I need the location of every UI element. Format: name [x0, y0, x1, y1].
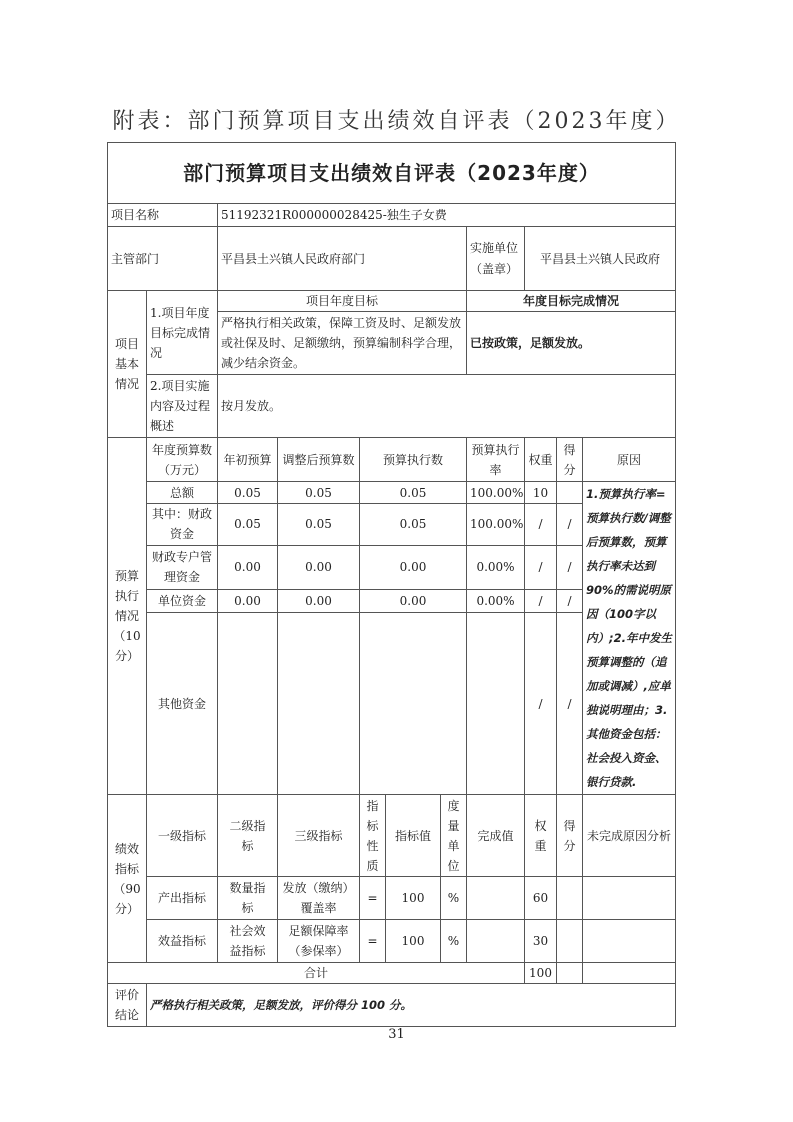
perf-header: 指标值 [386, 795, 441, 877]
perf-reason [583, 920, 676, 963]
total-score [557, 963, 583, 984]
goal-header: 项目年度目标 [218, 291, 467, 312]
budget-header: 得分 [557, 438, 583, 482]
budget-row-name: 财政专户管理资金 [147, 545, 218, 589]
total-reason [583, 963, 676, 984]
budget-rate: 0.00% [467, 590, 525, 613]
perf-value: 100 [386, 920, 441, 963]
total-weight: 100 [525, 963, 557, 984]
budget-row-name: 单位资金 [147, 590, 218, 613]
perf-l3: 足额保障率（参保率） [278, 920, 360, 963]
budget-rate: 100.00% [467, 504, 525, 545]
perf-done [467, 920, 525, 963]
reason-note: 1.预算执行率=预算执行数/调整后预算数，预算执行率未达到90%的需说明原因（100字以内）;2.年中发生预算调整的（追加或调减）,应单独说明理由；3.其他资金包括：社会投入资金、银行贷款. [583, 482, 676, 795]
total-label: 合计 [108, 963, 525, 984]
goal-label: 1.项目年度目标完成情况 [147, 291, 218, 375]
perf-weight: 60 [525, 877, 557, 920]
perf-nature: = [360, 920, 386, 963]
perf-label: 绩效指标（90分） [108, 795, 147, 963]
document-title: 附表：部门预算项目支出绩效自评表（2023年度） [112, 109, 681, 134]
budget-row-name: 其他资金 [147, 613, 218, 795]
perf-header: 一级指标 [147, 795, 218, 877]
budget-initial: 0.05 [218, 504, 278, 545]
perf-header: 指标性质 [360, 795, 386, 877]
impl-label: 实施单位（盖章） [467, 227, 525, 291]
budget-adjusted: 0.05 [278, 504, 360, 545]
budget-weight: 10 [525, 482, 557, 504]
perf-l1: 效益指标 [147, 920, 218, 963]
budget-weight: / [525, 545, 557, 589]
perf-done [467, 877, 525, 920]
budget-initial: 0.00 [218, 590, 278, 613]
self-evaluation-table [107, 142, 676, 1027]
perf-header: 二级指标 [218, 795, 278, 877]
project-name-label: 项目名称 [108, 204, 218, 227]
budget-rate: 0.00% [467, 545, 525, 589]
budget-score: / [557, 613, 583, 795]
budget-label: 预算执行情况（10分） [108, 438, 147, 795]
budget-adjusted [278, 613, 360, 795]
conclusion-text: 严格执行相关政策，足额发放，评价得分 100 分。 [147, 984, 676, 1027]
perf-score [557, 877, 583, 920]
budget-executed: 0.05 [360, 482, 467, 504]
budget-score: / [557, 590, 583, 613]
conclusion-label: 评价结论 [108, 984, 147, 1027]
perf-unit: % [441, 920, 467, 963]
budget-score [557, 482, 583, 504]
project-name-value: 51192321R000000028425-独生子女费 [218, 204, 676, 227]
basic-label: 项目基本情况 [108, 291, 147, 438]
budget-header: 权重 [525, 438, 557, 482]
budget-header: 年度预算数（万元） [147, 438, 218, 482]
budget-initial [218, 613, 278, 795]
budget-header: 预算执行率 [467, 438, 525, 482]
perf-l3: 发放（缴纳）覆盖率 [278, 877, 360, 920]
perf-l2: 数量指标 [218, 877, 278, 920]
page-number: 31 [388, 1027, 405, 1042]
perf-reason [583, 877, 676, 920]
budget-score: / [557, 545, 583, 589]
perf-header: 完成值 [467, 795, 525, 877]
perf-unit: % [441, 877, 467, 920]
perf-header: 权重 [525, 795, 557, 877]
budget-rate [467, 613, 525, 795]
perf-header: 度量单位 [441, 795, 467, 877]
budget-executed [360, 613, 467, 795]
content-label: 2.项目实施内容及过程概述 [147, 375, 218, 438]
budget-row-name: 其中：财政资金 [147, 504, 218, 545]
budget-rate: 100.00% [467, 482, 525, 504]
done-header: 年度目标完成情况 [467, 291, 676, 312]
content-text: 按月发放。 [218, 375, 676, 438]
perf-header: 未完成原因分析 [583, 795, 676, 877]
perf-nature: = [360, 877, 386, 920]
perf-value: 100 [386, 877, 441, 920]
perf-l1: 产出指标 [147, 877, 218, 920]
budget-header: 预算执行数 [360, 438, 467, 482]
table-title: 部门预算项目支出绩效自评表（2023年度） [108, 143, 676, 204]
perf-weight: 30 [525, 920, 557, 963]
budget-weight: / [525, 504, 557, 545]
budget-header: 年初预算 [218, 438, 278, 482]
budget-initial: 0.00 [218, 545, 278, 589]
goal-text: 严格执行相关政策，保障工资及时、足额发放或社保及时、足额缴纳，预算编制科学合理，减少结余资金。 [218, 312, 467, 375]
dept-value: 平昌县土兴镇人民政府部门 [218, 227, 467, 291]
budget-weight: / [525, 590, 557, 613]
perf-score [557, 920, 583, 963]
budget-weight: / [525, 613, 557, 795]
dept-label: 主管部门 [108, 227, 218, 291]
budget-initial: 0.05 [218, 482, 278, 504]
budget-header: 调整后预算数 [278, 438, 360, 482]
perf-header: 三级指标 [278, 795, 360, 877]
budget-executed: 0.00 [360, 545, 467, 589]
done-text: 已按政策，足额发放。 [467, 312, 676, 375]
budget-executed: 0.00 [360, 590, 467, 613]
budget-adjusted: 0.00 [278, 545, 360, 589]
budget-adjusted: 0.05 [278, 482, 360, 504]
budget-row-name: 总额 [147, 482, 218, 504]
budget-adjusted: 0.00 [278, 590, 360, 613]
budget-header: 原因 [583, 438, 676, 482]
impl-value: 平昌县土兴镇人民政府 [525, 227, 676, 291]
budget-executed: 0.05 [360, 504, 467, 545]
perf-l2: 社会效益指标 [218, 920, 278, 963]
perf-header: 得分 [557, 795, 583, 877]
budget-score: / [557, 504, 583, 545]
